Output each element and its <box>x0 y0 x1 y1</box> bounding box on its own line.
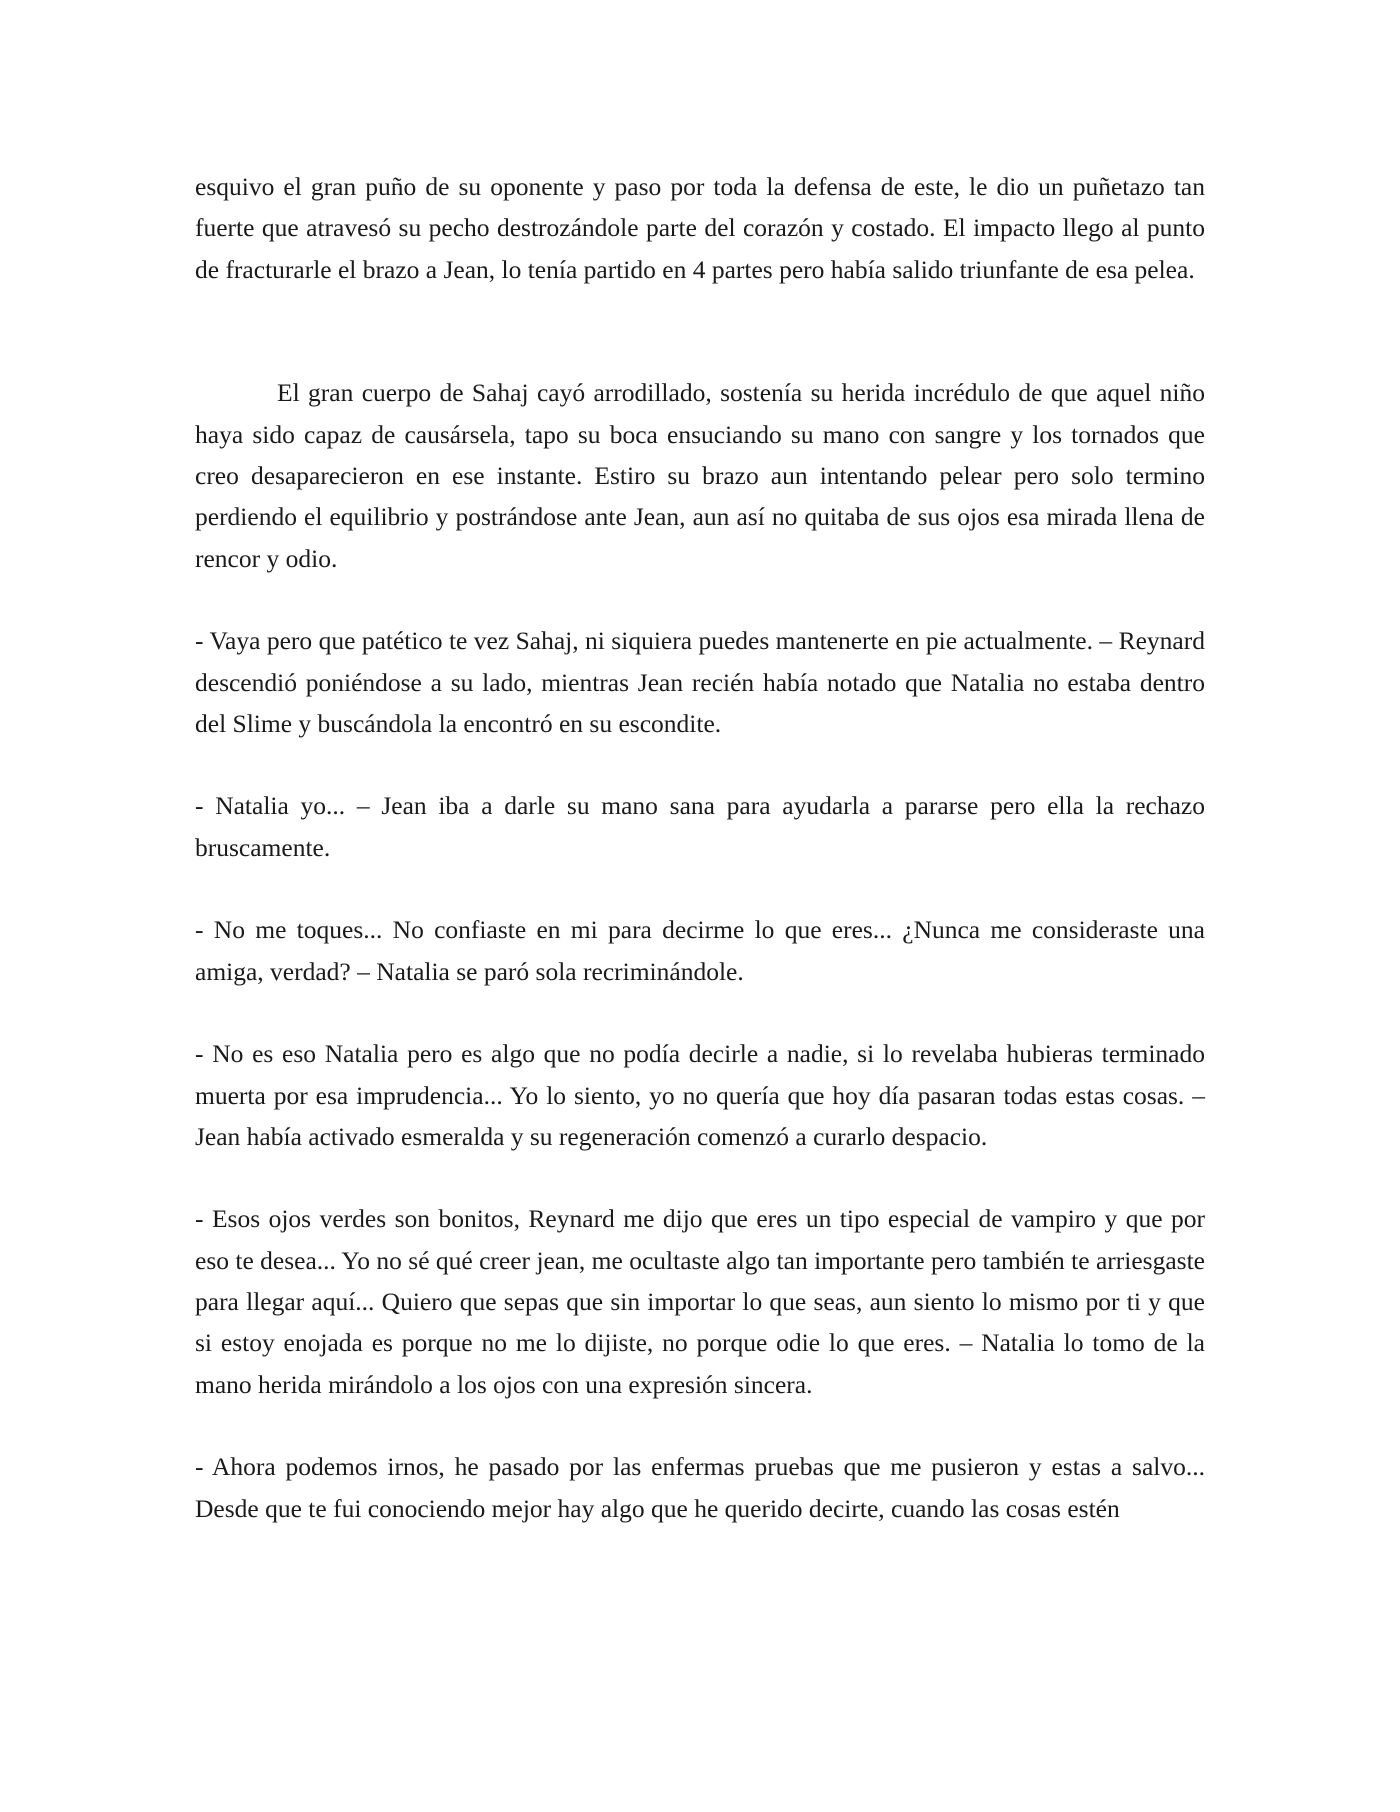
document-body <box>195 166 1205 1570</box>
paragraph-6: - No es eso Natalia pero es algo que no podía decirle a nadie, si lo revelaba hubieras terminado muerta por esa imprudencia... Yo lo siento, yo no quería que hoy día pasaran todas estas cosas. – Jean había activado esmeralda y su regeneración comenzó a curarlo despacio. <box>195 1039 1205 1151</box>
paragraph-2: El gran cuerpo de Sahaj cayó arrodillado, sostenía su herida incrédulo de que aquel niño haya sido capaz de causársela, tapo su boca ensuciando su mano con sangre y los tornados que creo desaparecieron en ese instante. Estiro su brazo aun intentando pelear pero solo termino perdiendo el equilibrio y postrándose ante Jean, aun así no quitaba de sus ojos esa mirada llena de rencor y odio. <box>195 378 1205 573</box>
paragraph-4: - Natalia yo... – Jean iba a darle su mano sana para ayudarla a pararse pero ella la rechazo bruscamente. <box>195 791 1205 862</box>
paragraph-7: - Esos ojos verdes son bonitos, Reynard me dijo que eres un tipo especial de vampiro y que por eso te desea... Yo no sé qué creer jean, me ocultaste algo tan importante pero también te arriesgaste para llegar aquí... Quiero que sepas que sin importar lo que seas, aun siento lo mismo por ti y que si estoy enojada es porque no me lo dijiste, no porque odie lo que eres. – Natalia lo tomo de la mano herida mirándolo a los ojos con una expresión sincera. <box>195 1204 1205 1399</box>
paragraph-3: - Vaya pero que patético te vez Sahaj, ni siquiera puedes mantenerte en pie actualmente. – Reynard descendió poniéndose a su lado, mientras Jean recién había notado que Natalia no estaba dentro del Slime y buscándola la encontró en su escondite. <box>195 626 1205 738</box>
paragraph-8: - Ahora podemos irnos, he pasado por las enfermas pruebas que me pusieron y estas a salvo... Desde que te fui conociendo mejor hay algo que he querido decirte, cuando las cosas estén <box>195 1452 1205 1523</box>
paragraph-5: - No me toques... No confiaste en mi para decirme lo que eres... ¿Nunca me consideraste una amiga, verdad? – Natalia se paró sola recriminándole. <box>195 915 1205 986</box>
paragraph-1: esquivo el gran puño de su oponente y paso por toda la defensa de este, le dio un puñetazo tan fuerte que atravesó su pecho destrozándole parte del corazón y costado. El impacto llego al punto de fracturarle el brazo a Jean, lo tenía partido en 4 partes pero había salido triunfante de esa pelea. <box>195 172 1205 284</box>
